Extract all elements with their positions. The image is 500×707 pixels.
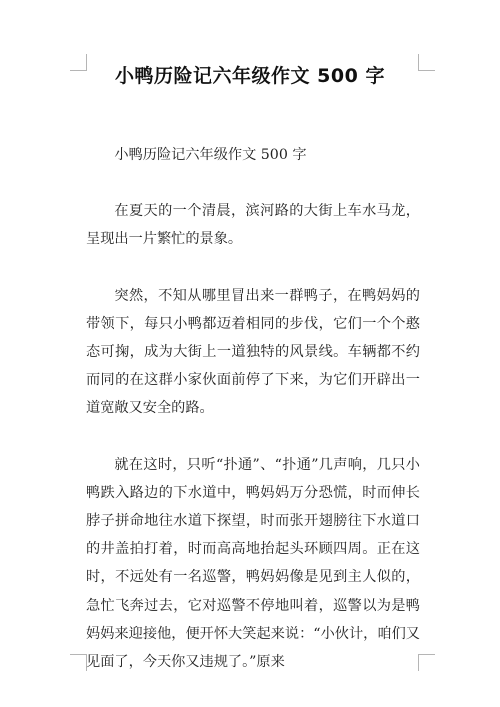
paragraph-1: 在夏天的一个清晨，滨河路的大街上车水马龙，呈现出一片繁忙的景象。	[86, 203, 420, 248]
paragraph-3: 就在这时，只听“扑通”、“扑通”几声响，几只小鸭跌入路边的下水道中，鸭妈妈万分恐慌，时而伸长脖子拼命地往水道下探望，时而张开翅膀往下水道口的井盖拍打着，时而高高地抬起头环顾四周。正在这时，不远处有一名巡警，鸭妈妈像是见到主人似的，急忙飞奔过去，它对巡警不停地叫着，巡警以为是鸭妈妈来迎接他，便开怀大笑起来说：“小伙计，咱们又见面了，今天你又违规了。”原来	[86, 456, 420, 671]
document-subtitle: 小鸭历险记六年级作文 500 字	[114, 147, 307, 163]
paragraph-2: 突然，不知从哪里冒出来一群鸭子，在鸭妈妈的带领下，每只小鸭都迈着相同的步伐，它们一个个憨态可掬，成为大街上一道独特的风景线。车辆都不约而同的在这群小家伙面前停了下来，为它们开辟出一道宽敞又安全的路。	[86, 287, 420, 417]
document-body	[86, 141, 420, 704]
document-title: 小鸭历险记六年级作文 500 字	[115, 65, 385, 87]
page-corner-mark-bottom-left	[70, 654, 87, 671]
page-corner-mark-bottom-right	[418, 654, 435, 671]
